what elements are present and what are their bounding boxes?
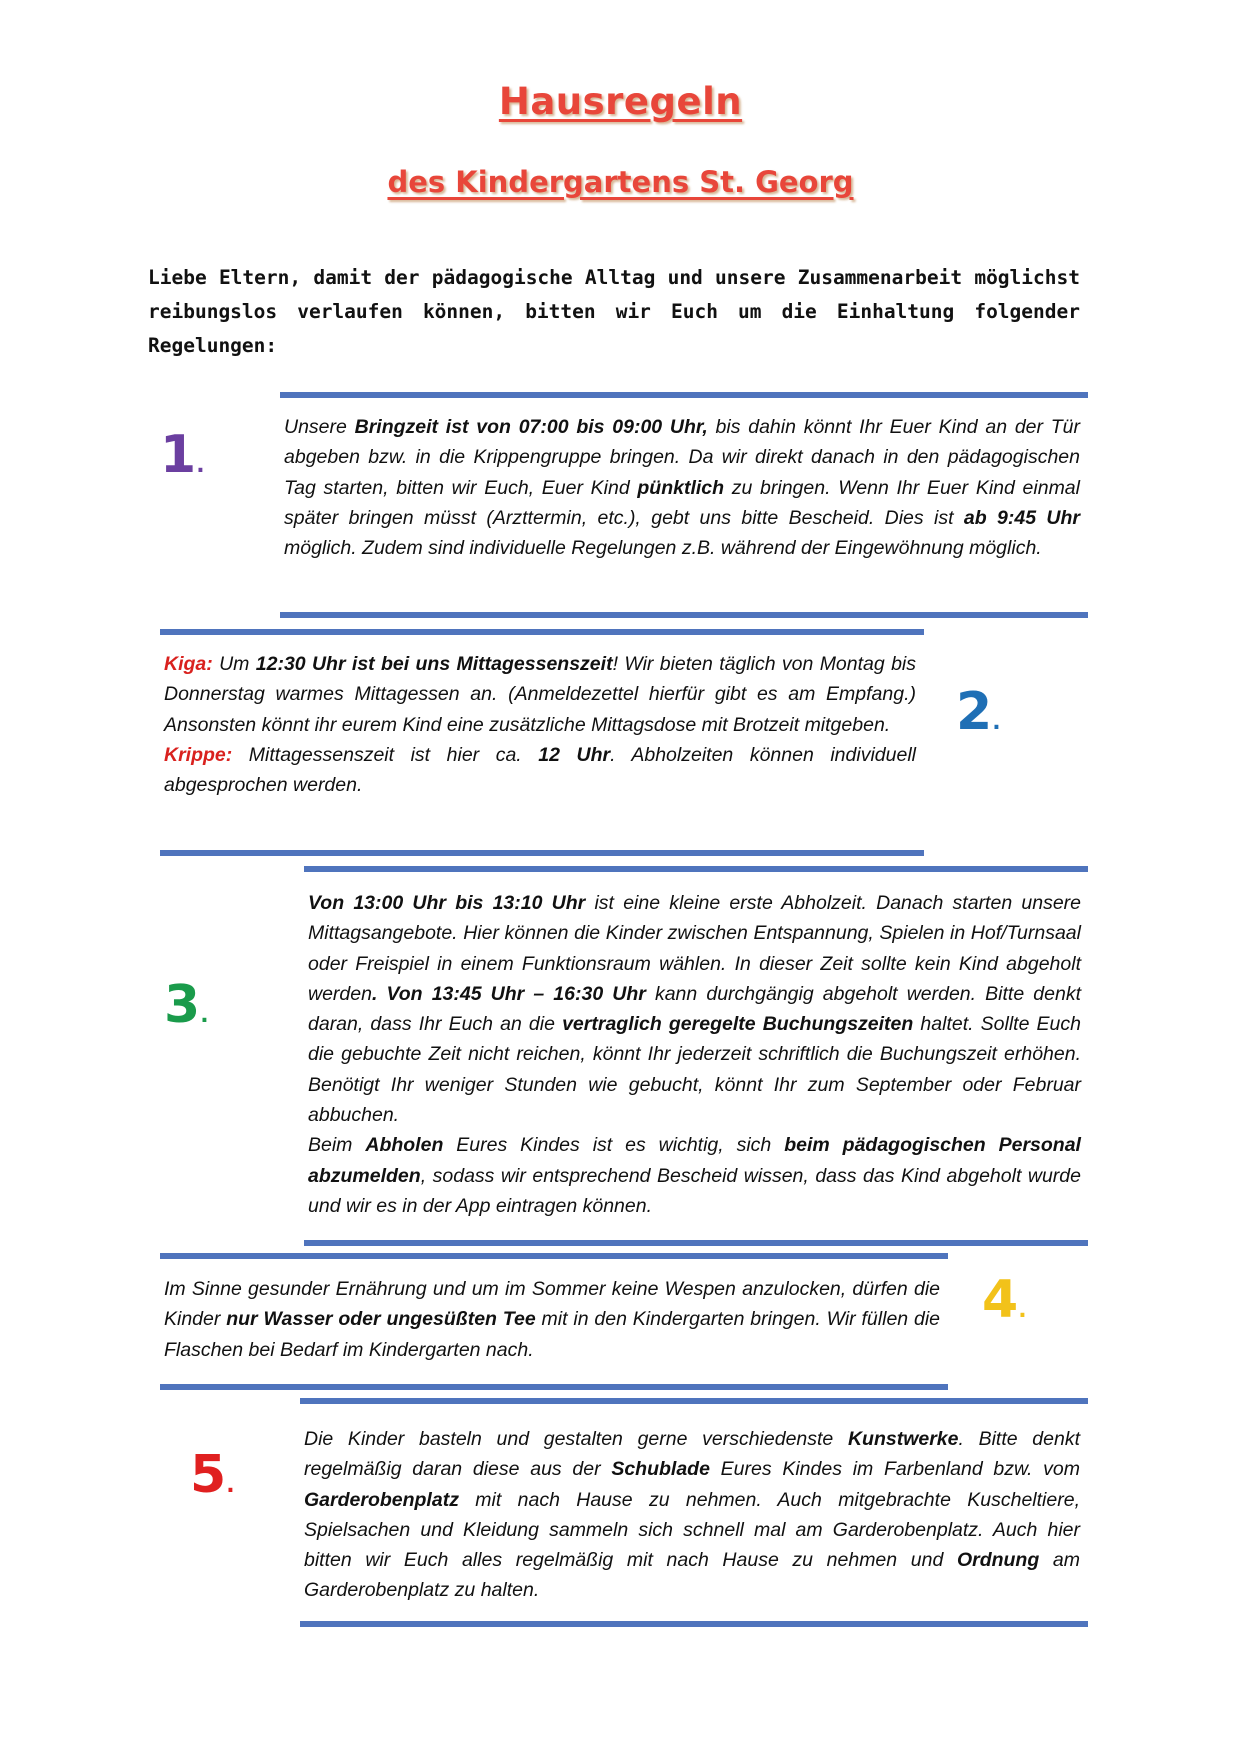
rule-text-3 xyxy=(308,888,1081,1221)
emphasis-text: Kunstwerke xyxy=(847,1428,959,1450)
emphasis-text: . Von 13:45 Uhr – 16:30 Uhr xyxy=(371,982,646,1005)
section-label: Kiga: xyxy=(164,653,213,675)
emphasis-text: pünktlich xyxy=(637,476,725,499)
body-text: möglich. Zudem sind individuelle Regelungen z.B. während der Eingewöhnung möglich. xyxy=(284,537,1042,560)
body-text: Eures Kindes ist es wichtig, sich xyxy=(443,1134,785,1157)
emphasis-text: Ordnung xyxy=(956,1549,1040,1572)
body-text: . Abholzeiten können individuell abgesprochen werden. xyxy=(164,743,916,797)
body-text: kann durchgängig abgeholt werden. Bitte denkt daran, dass Ihr Euch an die xyxy=(308,982,1081,1036)
rule-number-2-digit: 2 xyxy=(956,682,993,742)
emphasis-text: vertraglich geregelte Buchungszeiten xyxy=(562,1013,914,1036)
emphasis-text: Von 13:00 Uhr bis 13:10 Uhr xyxy=(308,892,586,914)
body-text: bis dahin könnt Ihr Euer Kind an der Tür abgeben bzw. in die Krippengruppe bringen. Da wir direkt danach in den pädagogischen Tag starten, bitten wir Euch, Euer Kind xyxy=(284,416,1081,499)
divider-rule-4-bottom xyxy=(160,1384,948,1390)
body-text: Um xyxy=(212,653,256,675)
body-text: mit in den Kindergarten bringen. Wir füllen die Flaschen bei Bedarf im Kindergarten nach. xyxy=(164,1308,941,1361)
body-text: , sodass wir entsprechend Bescheid wissen, dass das Kind abgeholt wurde und wir es in der App eintragen können. xyxy=(308,1164,1081,1217)
emphasis-text: Abholen xyxy=(365,1134,444,1157)
intro-text: Liebe Eltern, damit der pädagogische Alltag und unsere Zusammenarbeit möglichst reibungslos verlaufen können, bitten wir Euch um die Einhaltung folgender Regelungen: xyxy=(148,266,1080,357)
rule-number-1-digit: 1 xyxy=(160,425,197,485)
body-text: ! Wir bieten täglich von Montag bis Donnerstag warmes Mittagessen an. (Anmeldezettel hierfür gibt es am Empfang.) Ansonsten könnt ihr eurem Kind eine zusätzliche Mittagsdose mit Brotzeit mitgeben. xyxy=(164,653,916,736)
emphasis-text: beim pädagogischen Personal abzumelden xyxy=(308,1134,1081,1187)
body-text: Beim xyxy=(308,1134,366,1157)
emphasis-text: 12 Uhr xyxy=(538,743,611,766)
divider-rule-1-bottom xyxy=(280,612,1088,618)
divider-rule-3-top xyxy=(304,866,1088,872)
body-text: Eures Kindes im Farbenland bzw. vom xyxy=(709,1458,1080,1481)
emphasis-text: Garderobenplatz xyxy=(304,1488,459,1511)
body-text: ist eine kleine erste Abholzeit. Danach starten unsere Mittagsangebote. Hier können die Kinder zwischen Entspannung, Spielen in Hof/Turnsaal oder Freispiel in einem Funktionsraum wählen. In dieser Zeit sollte kein Kind abgeholt werden xyxy=(308,892,1082,1005)
divider-rule-4-top xyxy=(160,1253,948,1259)
document-subtitle: des Kindergartens St. Georg xyxy=(387,165,854,199)
rule-text-4 xyxy=(164,1274,940,1365)
document-title: Hausregeln xyxy=(498,80,743,123)
emphasis-text: ab 9:45 Uhr xyxy=(963,506,1081,529)
rule-number-3-digit: 3 xyxy=(164,975,201,1035)
body-text: zu bringen. Wenn Ihr Euer Kind einmal später bringen müsst (Arzttermin, etc.), gebt uns bitte Bescheid. Dies ist xyxy=(284,476,1080,529)
rule-number-2: 2. xyxy=(956,682,1001,742)
rule-number-5-digit: 5 xyxy=(190,1445,227,1505)
rule-number-4: 4. xyxy=(982,1270,1027,1330)
rule-number-4-digit: 4 xyxy=(982,1270,1019,1330)
divider-rule-1-top xyxy=(280,392,1088,398)
rule-text-5 xyxy=(304,1424,1080,1606)
body-text: Mittagessenszeit ist hier ca. xyxy=(232,743,539,766)
rule-number-3: 3. xyxy=(164,975,209,1035)
body-text: Die Kinder basteln und gestalten gerne verschiedenste xyxy=(304,1428,848,1450)
body-text: haltet. Sollte Euch die gebuchte Zeit nicht reichen, könnt Ihr jederzeit schriftlich die Buchungszeit erhöhen. Benötigt Ihr weniger Stunden wie gebucht, könnt Ihr zum September oder Februar abbuchen. xyxy=(308,1013,1081,1127)
body-text: mit nach Hause zu nehmen. Auch mitgebrachte Kuscheltiere, Spielsachen und Kleidung sammeln sich schnell mal am Garderobenplatz. Auch hier bitten wir Euch alles regelmäßig mit nach Hause zu nehmen und xyxy=(304,1488,1080,1572)
section-label: Krippe: xyxy=(164,743,233,766)
emphasis-text: Schublade xyxy=(611,1458,710,1481)
body-text: Unsere xyxy=(284,416,355,438)
emphasis-text: Bringzeit ist von 07:00 bis 09:00 Uhr, xyxy=(354,416,708,438)
rule-text-1 xyxy=(284,412,1080,563)
rule-text-2 xyxy=(164,649,916,800)
emphasis-text: nur Wasser oder ungesüßten Tee xyxy=(226,1308,536,1331)
divider-rule-2-top xyxy=(160,629,924,635)
body-text: am Garderobenplatz zu halten. xyxy=(304,1549,1080,1602)
rule-number-1: 1. xyxy=(160,425,205,485)
divider-rule-5-bottom xyxy=(300,1621,1088,1627)
rule-number-5: 5. xyxy=(190,1445,235,1505)
divider-rule-5-top xyxy=(300,1398,1088,1404)
divider-rule-2-bottom xyxy=(160,850,924,856)
body-text: . Bitte denkt regelmäßig daran diese aus der xyxy=(304,1428,1080,1481)
divider-rule-3-bottom xyxy=(304,1240,1088,1246)
emphasis-text: 12:30 Uhr ist bei uns Mittagessenszeit xyxy=(255,653,613,675)
body-text: Im Sinne gesunder Ernährung und um im Sommer keine Wespen anzulocken, dürfen die Kinder xyxy=(164,1278,940,1331)
